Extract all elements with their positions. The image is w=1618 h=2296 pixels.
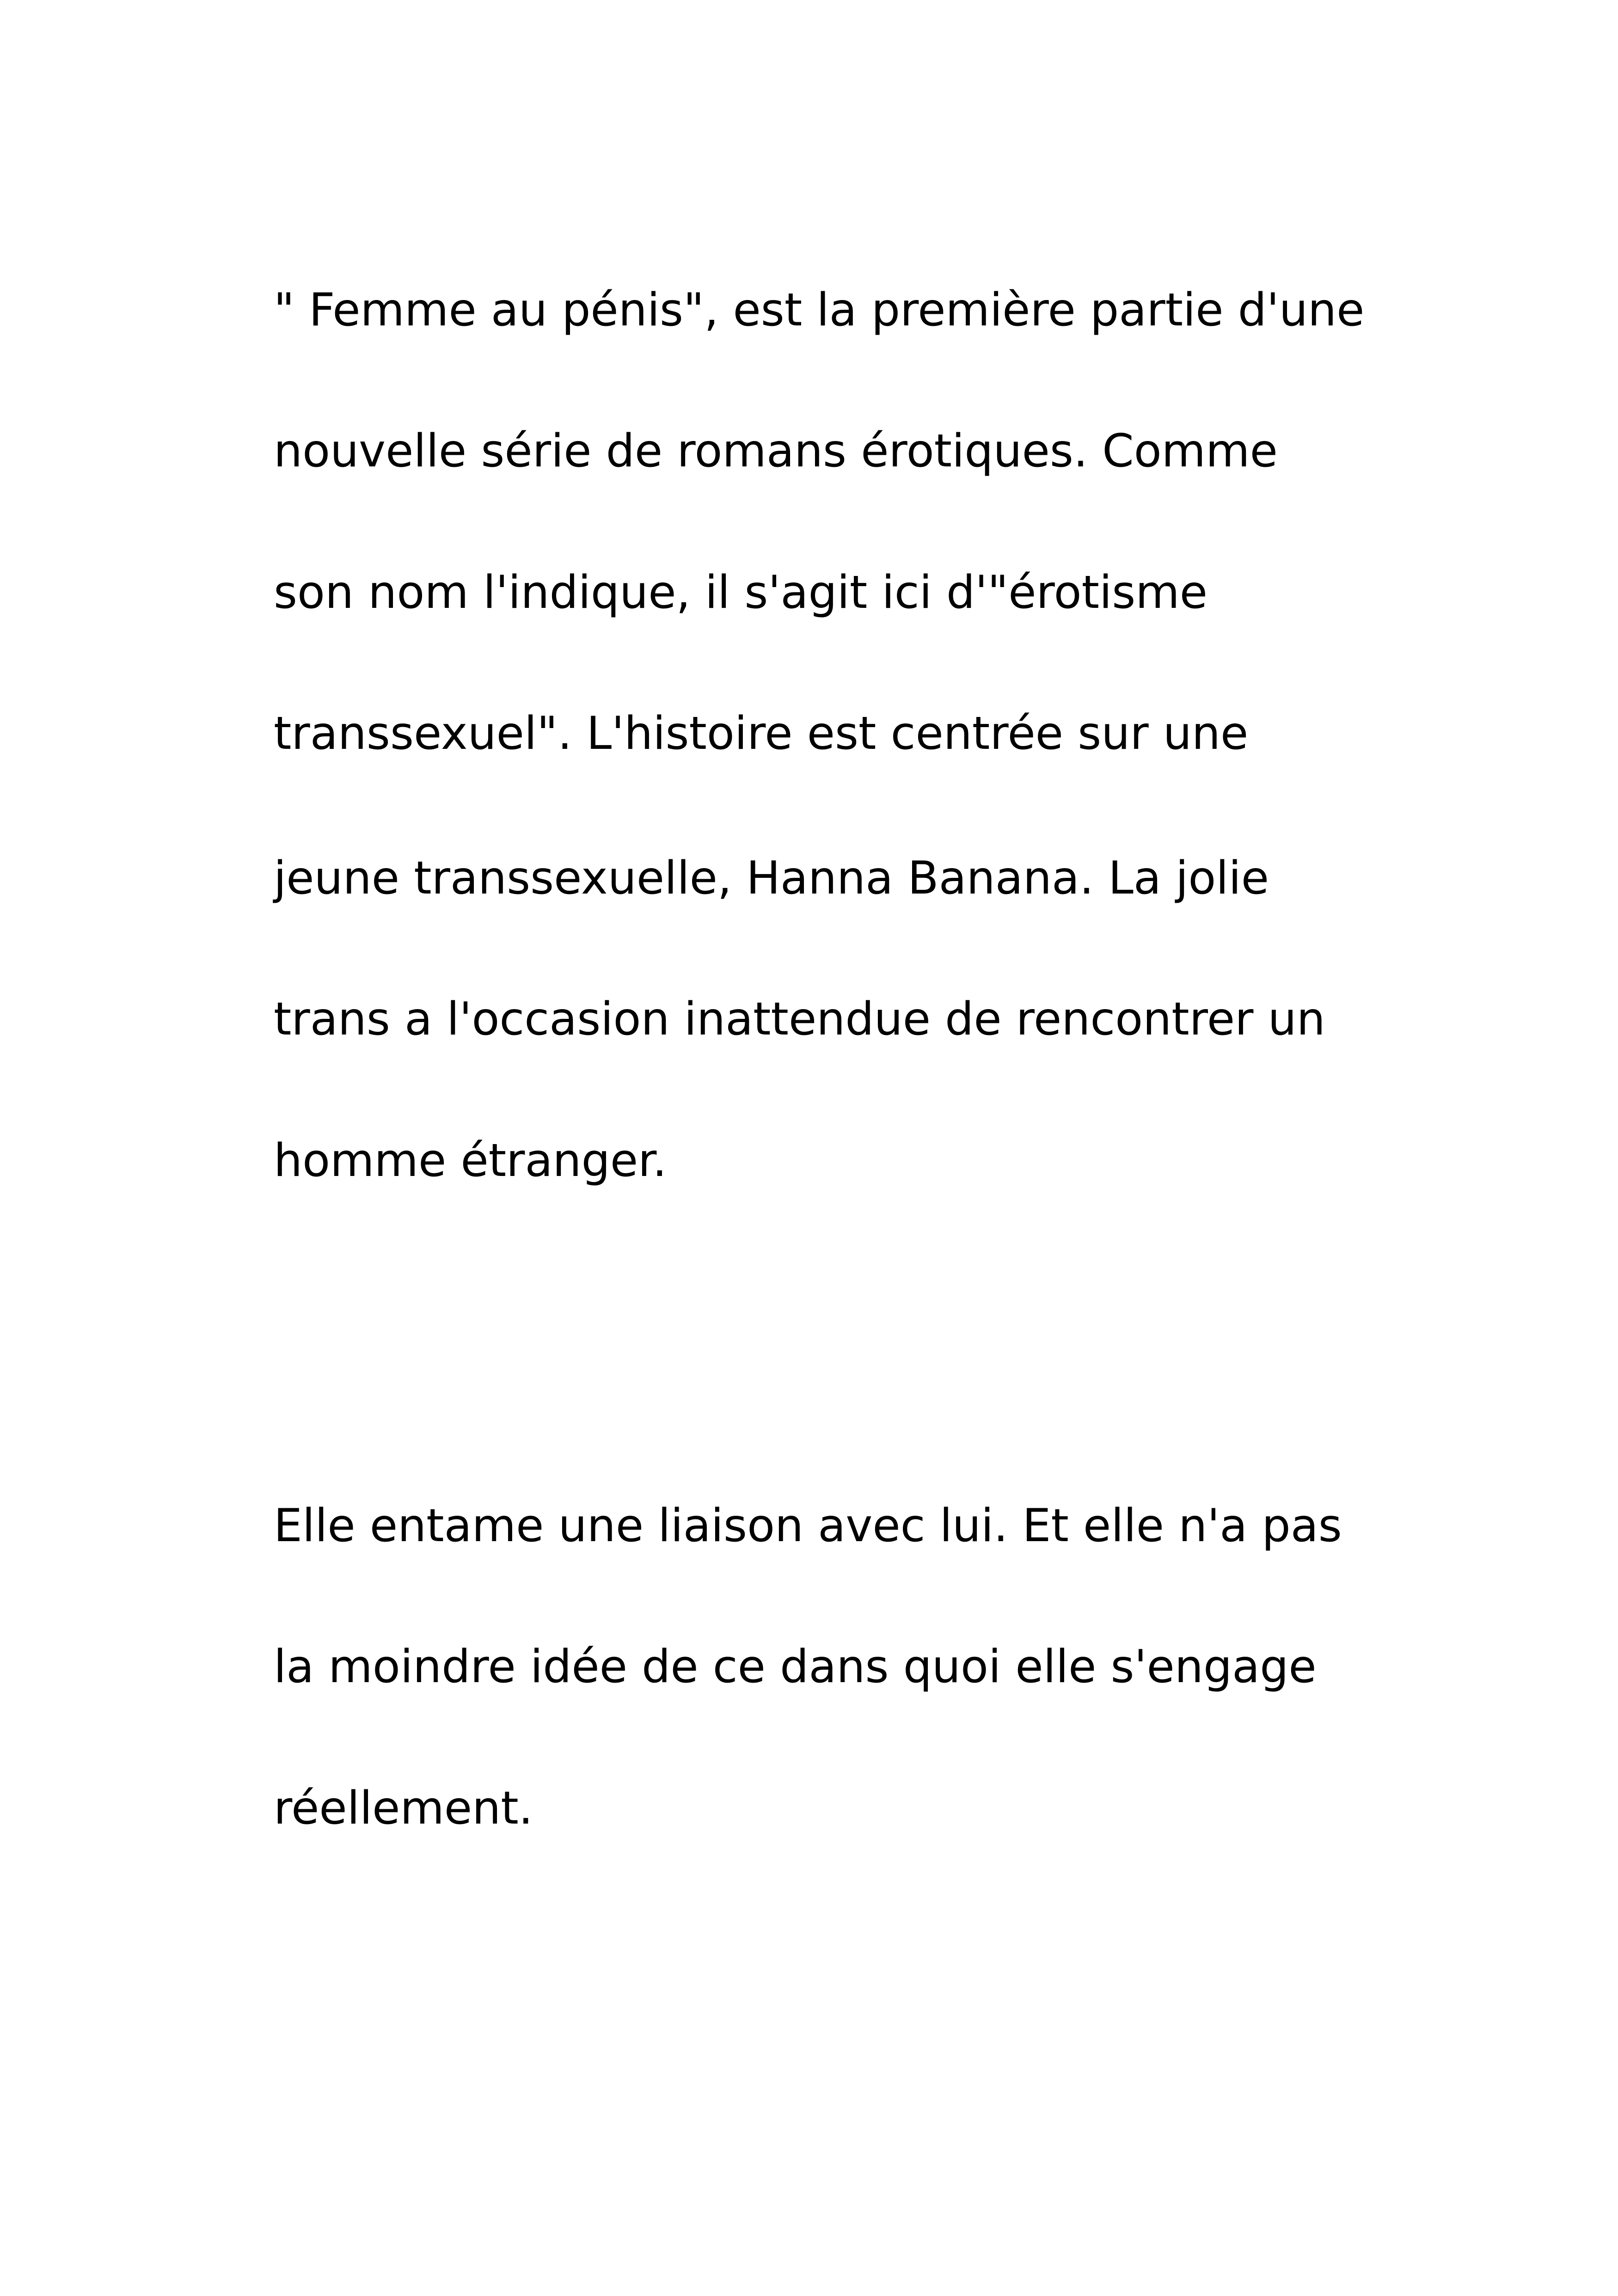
text-line: la moindre idée de ce dans quoi elle s'engage [274,1641,1317,1693]
text-line: " Femme au pénis", est la première partie d'une [274,284,1365,337]
text-line: nouvelle série de romans érotiques. Comme [274,425,1278,478]
text-line: son nom l'indique, il s'agit ici d'"érotisme [274,566,1208,619]
text-line: transsexuel". L'histoire est centrée sur une [274,707,1249,760]
text-line: Elle entame une liaison avec lui. Et elle n'a pas [274,1500,1342,1552]
text-line: trans a l'occasion inattendue de rencontrer un [274,993,1325,1046]
text-line: jeune transsexuelle, Hanna Banana. La jolie [274,852,1269,905]
text-line: réellement. [274,1782,533,1835]
text-line: homme étranger. [274,1134,667,1187]
